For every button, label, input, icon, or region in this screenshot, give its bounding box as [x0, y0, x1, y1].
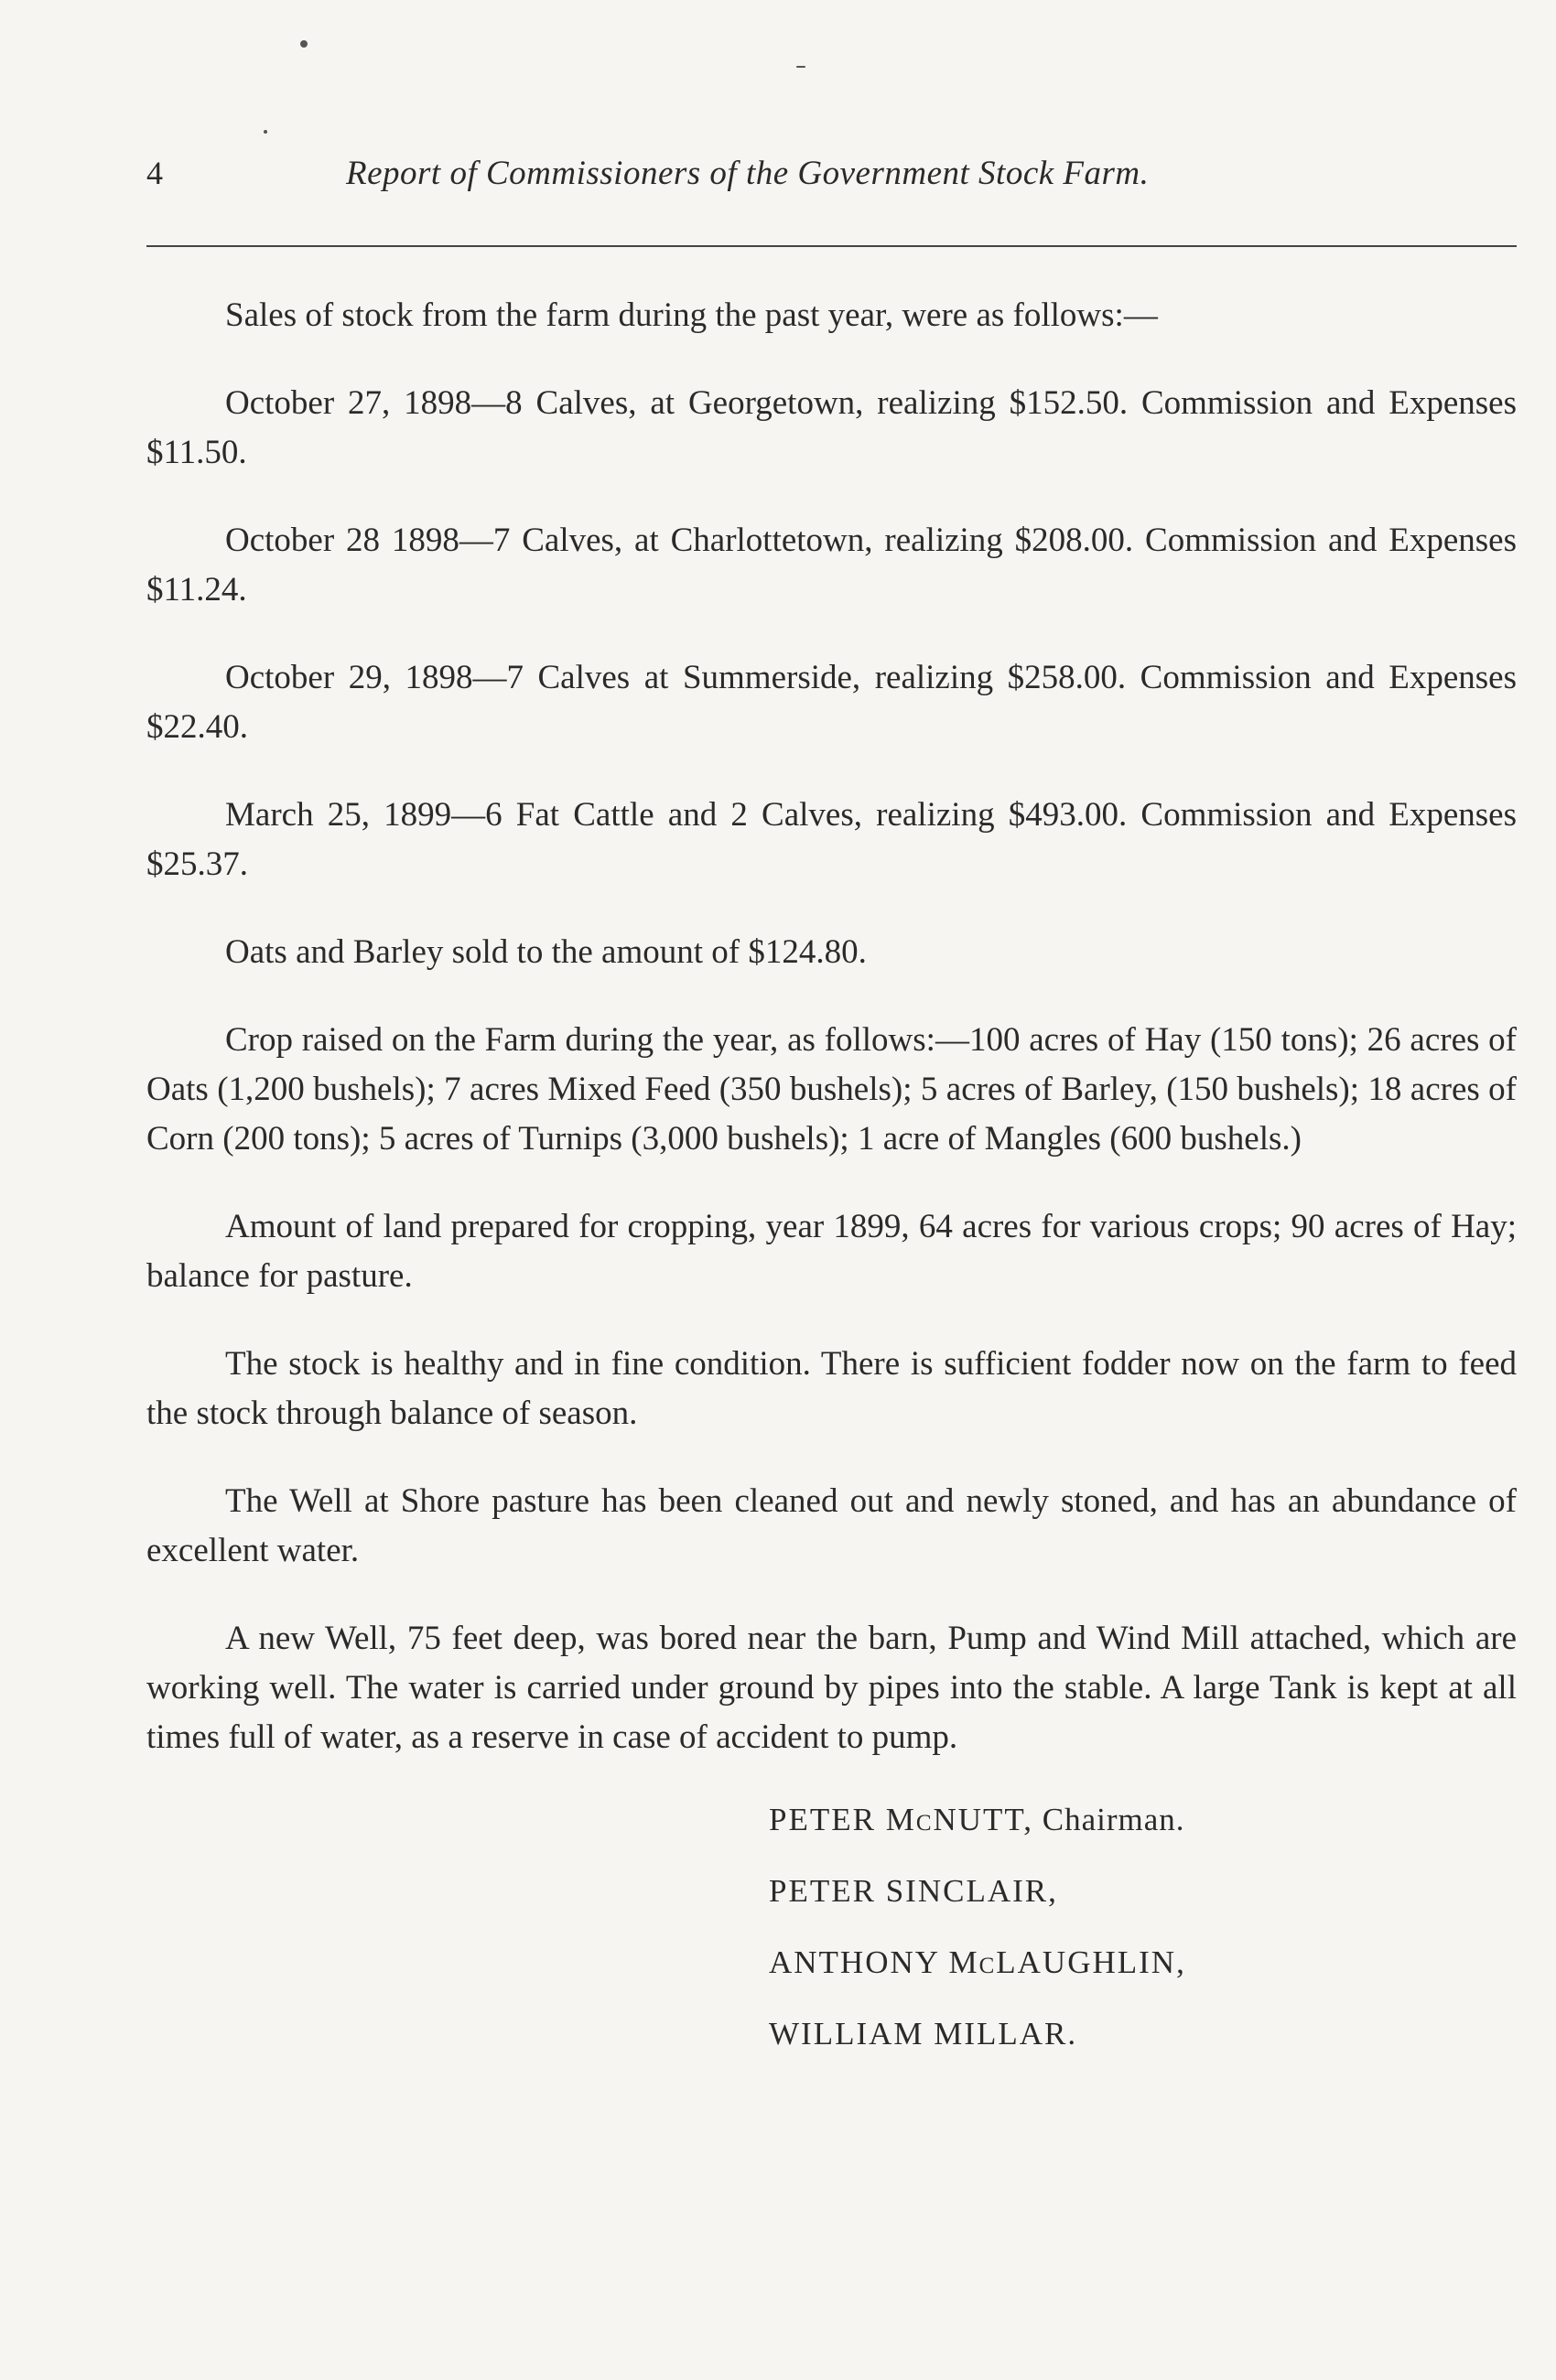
signature-name: WILLIAM MILLAR.: [769, 2016, 1078, 2052]
paragraph-sale-georgetown: October 27, 1898—8 Calves, at Georgetown, realizing $152.50. Commission and Expenses $11.50.: [146, 384, 1517, 471]
header-rule: [146, 245, 1517, 247]
page-number: 4: [146, 155, 163, 191]
ink-speck: [300, 40, 308, 48]
page-header: [146, 154, 1519, 199]
signature-commissioner: [769, 1938, 1501, 1987]
ink-speck: [264, 130, 267, 134]
body-text: [146, 291, 1517, 1801]
paragraph-oats-barley: Oats and Barley sold to the amount of $124.80.: [225, 933, 867, 971]
paragraph-sale-fat-cattle: March 25, 1899—6 Fat Cattle and 2 Calves, realizing $493.00. Commission and Expenses $25.37.: [146, 796, 1517, 883]
paragraph-shore-well: The Well at Shore pasture has been cleaned out and newly stoned, and has an abundance of excellent water.: [146, 1482, 1517, 1569]
paragraph-land-prepared: Amount of land prepared for cropping, year 1899, 64 acres for various crops; 90 acres of Hay; balance for pasture.: [146, 1208, 1517, 1295]
signature-chairman: [769, 1795, 1501, 1845]
paragraph-stock-condition: The stock is healthy and in fine condition. There is sufficient fodder now on the farm to feed the stock through balance of season.: [146, 1345, 1517, 1432]
signature-commissioner: [769, 1867, 1501, 1916]
paragraph-sale-summerside: October 29, 1898—7 Calves at Summerside, realizing $258.00. Commission and Expenses $22.40.: [146, 659, 1517, 746]
paragraph-sales-intro: Sales of stock from the farm during the past year, were as follows:—: [225, 296, 1158, 334]
signature-name: PETER SINCLAIR,: [769, 1873, 1058, 1909]
signature-name: PETER McNUTT,: [769, 1802, 1033, 1837]
signature-role: Chairman.: [1032, 1802, 1185, 1837]
signature-commissioner: [769, 2009, 1501, 2059]
ink-speck: [796, 66, 805, 68]
paragraph-crop-raised: Crop raised on the Farm during the year, as follows:—100 acres of Hay (150 tons); 26 acres of Oats (1,200 bushels); 7 acres Mixed Feed (350 bushels); 5 acres of Barley, (150 bushels); 18 acres of Corn (200 tons); 5 acres of Turnips (3,000 bushels); 1 acre of Mangles (600 bushels.): [146, 1021, 1517, 1158]
paragraph-new-well: A new Well, 75 feet deep, was bored near the barn, Pump and Wind Mill attached, which are working well. The water is carried under ground by pipes into the stable. A large Tank is kept at all times full of water, as a reserve in case of accident to pump.: [146, 1620, 1517, 1756]
signature-name: ANTHONY McLAUGHLIN,: [769, 1944, 1186, 1980]
paragraph-sale-charlottetown: October 28 1898—7 Calves, at Charlottetown, realizing $208.00. Commission and Expenses $11.24.: [146, 522, 1517, 608]
signature-block: [769, 1795, 1501, 2081]
running-title: Report of Commissioners of the Government Stock Farm.: [346, 155, 1150, 192]
